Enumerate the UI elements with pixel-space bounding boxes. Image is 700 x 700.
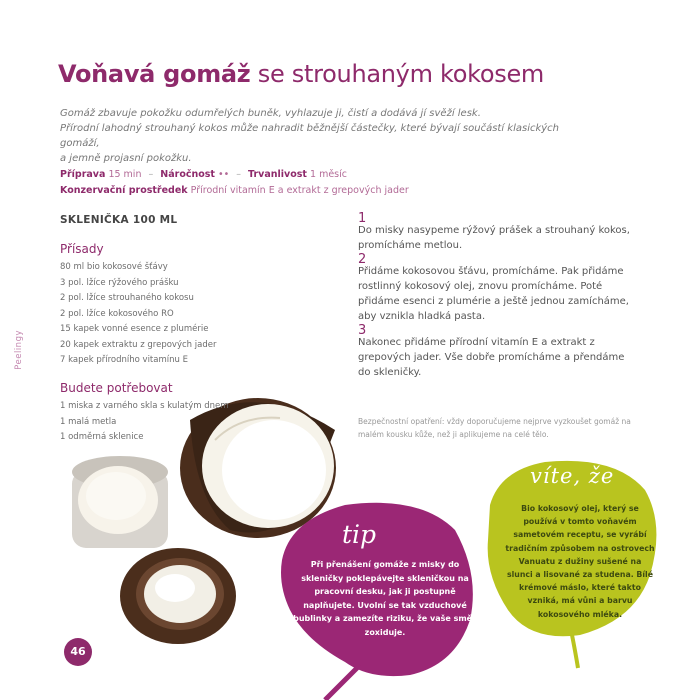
ingredient-item: 15 kapek vonné esence z plumérie — [60, 324, 209, 334]
shelf-label: Trvanlivost — [248, 169, 307, 180]
intro-line-2: Přírodní lahodný strouhaný kokos může nahradit běžnější částečky, které bývají součástí klasických gomáží, — [60, 123, 560, 149]
title-bold: Voňavá gomáž — [58, 60, 251, 88]
ingredient-item: 7 kapek přírodního vitamínu E — [60, 355, 188, 365]
ingredient-item: 20 kapek extraktu z grepových jader — [60, 339, 217, 350]
meta-separator: – — [148, 169, 154, 180]
jar-image — [72, 456, 168, 548]
steps-section — [358, 212, 640, 380]
safety-note: Bezpečnostní opatření: vždy doporučujeme nejprve vyzkoušet gomáž na malém kousku kůže, než ji aplikujeme na celé tělo. — [358, 417, 631, 439]
tip-text: Při přenášení gomáže z misky do skleničky poklepávejte skleničkou na pracovní desku, jak ji postupně naplňujete. Uvolní se tak vzduchové bublinky a zamezíte riziku, že vaše směs zoxiduje. — [293, 560, 477, 637]
tool-item: 1 odměrná sklenice — [60, 432, 144, 442]
step-number: 2 — [358, 252, 367, 267]
section-side-label: Peelingy — [14, 330, 24, 370]
tip-title: tip — [342, 520, 377, 549]
tools-list — [60, 399, 260, 446]
ingredient-item: 2 pol. lžíce strouhaného kokosu — [60, 293, 194, 303]
tool-item: 1 malá metla — [60, 416, 117, 427]
ingredients-section — [60, 242, 240, 369]
did-you-know-title: víte, že — [530, 464, 615, 488]
prep-label: Příprava — [60, 169, 106, 180]
preserve-value: Přírodní vitamín E a extrakt z grepových jader — [190, 185, 409, 196]
step-number: 3 — [358, 323, 367, 338]
difficulty-value: •• — [218, 169, 230, 180]
step-number: 1 — [358, 211, 367, 226]
grated-coconut-image — [120, 548, 236, 644]
ingredient-item: 80 ml bio kokosové šťávy — [60, 262, 168, 272]
ingredient-item: 3 pol. lžíce rýžového prášku — [60, 277, 179, 288]
ingredients-list — [60, 260, 240, 369]
step-text: Nakonec přidáme přírodní vitamín E a extrakt z grepových jader. Vše dobře promícháme a přendáme do skleničky. — [358, 337, 625, 378]
step-text: Do misky nasypeme rýžový prášek a strouhaný kokos, promícháme metlou. — [358, 225, 630, 251]
tools-heading: Budete potřebovat — [60, 381, 173, 395]
did-you-know-text: Bio kokosový olej, který se používá v tomto voňavém sametovém receptu, se vyrábí tradičním způsobem na ostrovech Vanuatu z dužiny sušené na slunci a lisované za studena. Bílé krémové máslo, které takto vzniká, má vůni a barvu kokosového mléka. — [505, 504, 655, 619]
meta-separator: – — [236, 169, 242, 180]
tool-item: 1 miska z varného skla s kulatým dnem — [60, 401, 229, 411]
step-text: Přidáme kokosovou šťávu, promícháme. Pak přidáme rostlinný kokosový olej, znovu promícháme. Poté přidáme esenci z plumérie a ještě jednou zamícháme, aby vznikla hladká pasta. — [358, 266, 629, 322]
preserve-label: Konzervační prostředek — [60, 185, 188, 196]
tools-section — [60, 381, 260, 446]
title-rest: se strouhaným kokosem — [250, 60, 544, 88]
intro-line-1: Gomáž zbavuje pokožku odumřelých buněk, vyhlazuje ji, čistí a dodává jí svěží lesk. — [60, 108, 481, 119]
intro-line-3: a jemně projasní pokožku. — [60, 153, 192, 164]
jar-size: SKLENIČKA 100 ML — [60, 214, 178, 226]
ingredient-item: 2 pol. lžíce kokosového RO — [60, 308, 174, 319]
ingredients-heading: Přísady — [60, 242, 104, 256]
page-number: 46 — [70, 645, 86, 658]
shelf-value: 1 měsíc — [310, 169, 347, 180]
difficulty-label: Náročnost — [160, 169, 215, 180]
prep-value: 15 min — [108, 169, 142, 180]
